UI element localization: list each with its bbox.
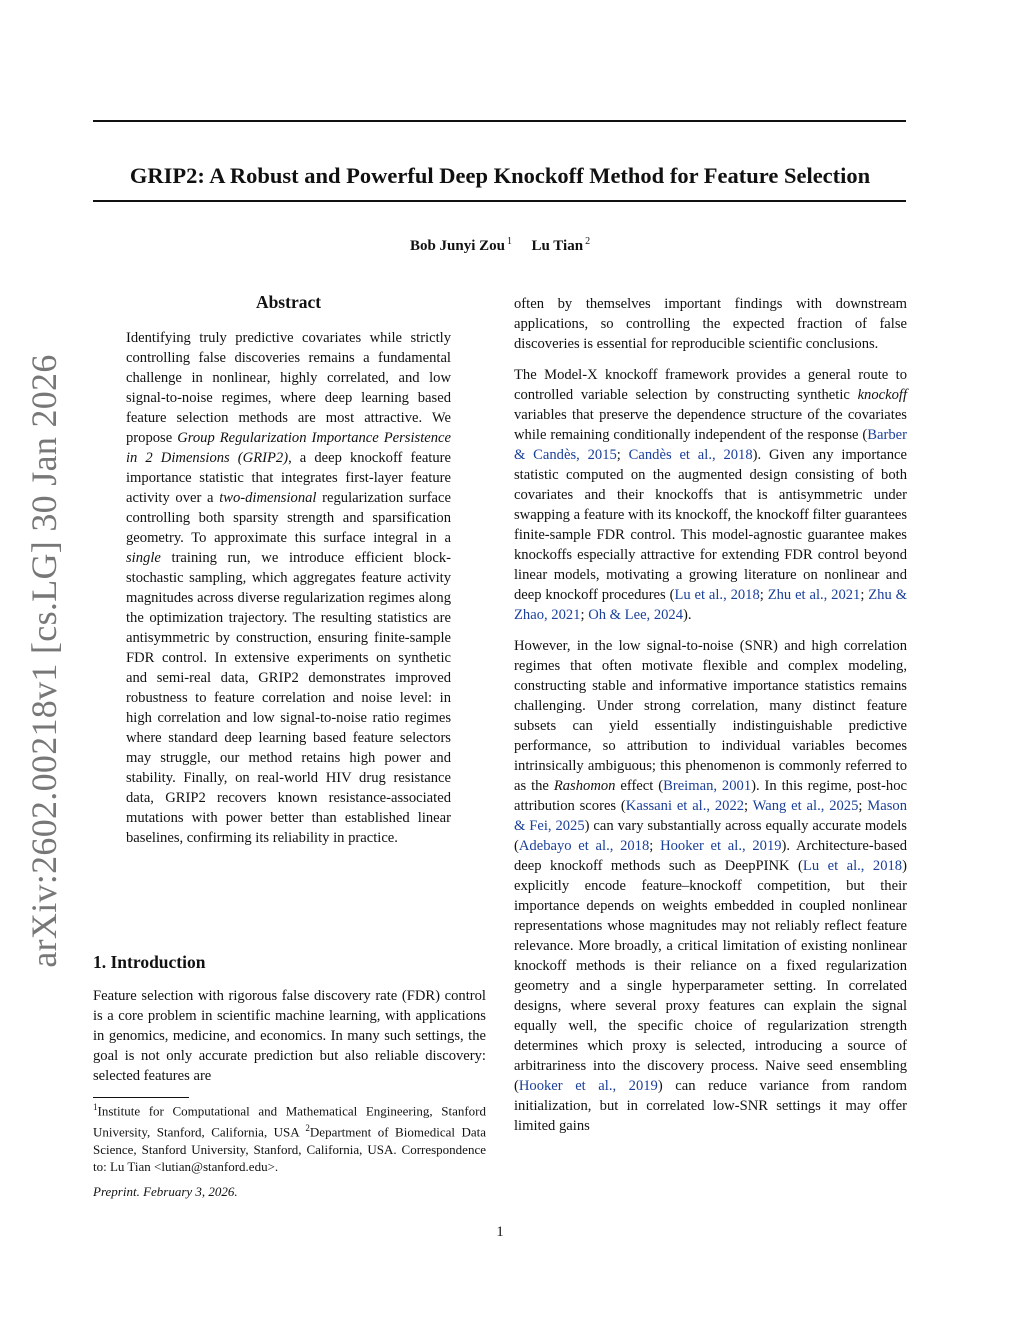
body-paragraph: The Model-X knockoff framework provides a general route to controlled variable selection by constructing synthetic knockoff variables that preserve the dependence structure of the covariates while remaining conditionally independent of the response (Barber & Candès, 2015; Candès et al., 2018). Given any importance statistic computed on the augmented design consisting of both covariates and their knockoffs that is antisymmetric under swapping a feature with its knockoff, the knockoff filter guarantees finite-sample FDR control. This model-agnostic guarantee makes knockoffs especially attractive for extending FDR control beyond linear models, motivating a growing literature on nonlinear and deep knockoff procedures (Lu et al., 2018; Zhu et al., 2021; Zhu & Zhao, 2021; Oh & Lee, 2024).: [514, 367, 907, 623]
citation-link[interactable]: Lu et al., 2018: [674, 587, 760, 603]
footnote-marker: 1: [93, 1102, 98, 1112]
title-rule-bottom: [93, 200, 906, 202]
author-name: Lu Tian: [531, 238, 584, 254]
citation-link[interactable]: Oh & Lee, 2024: [588, 607, 684, 623]
author-list: [0, 236, 1000, 255]
footnote-affiliation-2: Department of Biomedical Data Science, Stanford University, Stanford, California, USA. Correspondence to: Lu Tian <lutian@stanford.edu>.: [93, 1124, 486, 1175]
emphasized-text: Rashomon: [553, 778, 616, 794]
author-name: Bob Junyi Zou: [409, 238, 505, 254]
paper-title: GRIP2: A Robust and Powerful Deep Knockoff Method for Feature Selection: [129, 163, 871, 189]
citation-link[interactable]: Zhu et al., 2021: [767, 587, 861, 603]
footnote-marker: 2: [305, 1122, 310, 1133]
emphasized-text: knockoff: [857, 387, 907, 403]
introduction-paragraph: Feature selection with rigorous false discovery rate (FDR) control is a core problem in scientific machine learning, with applications in genomics, medicine, and economics. In many such settings, the goal is not only accurate prediction but also reliable discovery: selected features are: [93, 988, 486, 1084]
citation-link[interactable]: Mason & Fei, 2025: [514, 798, 908, 834]
body-paragraph: often by themselves important findings with downstream applications, so controlling the expected fraction of false discoveries is essential for reproducible scientific conclusions.: [514, 296, 907, 352]
section-heading-introduction: 1. Introduction: [93, 952, 206, 972]
citation-link[interactable]: Hooker et al., 2019: [660, 838, 782, 854]
citation-link[interactable]: Kassani et al., 2022: [625, 798, 745, 814]
abstract-heading: Abstract: [255, 292, 322, 312]
right-column-text: [514, 294, 907, 1136]
citation-link[interactable]: Breiman, 2001: [663, 778, 752, 794]
citation-link[interactable]: Adebayo et al., 2018: [518, 838, 650, 854]
footnote-affiliation-1: Institute for Computational and Mathematical Engineering, Stanford University, Stanford, California, USA: [93, 1103, 486, 1140]
citation-link[interactable]: Candès et al., 2018: [628, 447, 753, 463]
citation-link[interactable]: Barber & Candès, 2015: [514, 427, 907, 463]
page-number: 1: [496, 1224, 504, 1240]
affiliation-footnote: [93, 1099, 486, 1176]
author-affiliation-marker: 2: [585, 236, 591, 247]
citation-link[interactable]: Wang et al., 2025: [752, 798, 859, 814]
footnote-rule: [93, 1097, 189, 1098]
citation-link[interactable]: Hooker et al., 2019: [518, 1078, 658, 1094]
body-paragraph: However, in the low signal-to-noise (SNR) and high correlation regimes that often motivate flexible and complex modeling, constructing stable and informative importance statistics remains challenging. Under strong correlation, many distinct feature subsets can yield essentially indistinguishable predictive performance, so attribution to individual variables becomes intrinsically ambiguous; this phenomenon is commonly referred to as the Rashomon effect (Breiman, 2001). In this regime, post-hoc attribution scores (Kassani et al., 2022; Wang et al., 2025; Mason & Fei, 2025) can vary substantially across equally accurate models (Adebayo et al., 2018; Hooker et al., 2019). Architecture-based deep knockoff methods such as DeepPINK (Lu et al., 2018) explicitly encode feature–knockoff competition, but their importance depends on weights embedded in coupled nonlinear representations whose magnitudes may not reliably reflect feature relevance. More broadly, a critical limitation of existing nonlinear knockoff methods is their reliance on a fixed regularization geometry and a single hyperparameter setting. In correlated designs, where several proxy features can explain the signal equally well, the specific choice of regularization strength determines which proxy is selected, introducing a source of arbitrariness into the discovery process. Naive seed ensembling (Hooker et al., 2019) can reduce variance from random initialization, but in correlated low-SNR settings it may offer limited gains: [514, 638, 908, 1134]
preprint-note: Preprint. February 3, 2026.: [93, 1184, 238, 1199]
citation-link[interactable]: Lu et al., 2018: [802, 858, 903, 874]
abstract-text: Identifying truly predictive covariates while strictly controlling false discoveries remains a fundamental challenge in nonlinear, highly correlated, and low signal-to-noise regimes, where deep learning based feature selection methods are most attractive. We propose Group Regularization Importance Persistence in 2 Dimensions (GRIP2), a deep knockoff feature importance statistic that integrates first-layer feature activity over a two-dimensional regularization surface controlling both sparsity strength and sparsification geometry. To approximate this surface integral in a single training run, we introduce efficient block-stochastic sampling, which aggregates feature activity magnitudes across diverse regularization regimes along the optimization trajectory. The resulting statistics are antisymmetric by construction, ensuring finite-sample FDR control. In extensive experiments on synthetic and semi-real data, GRIP2 demonstrates improved robustness to feature correlation and noise level: in high correlation and low signal-to-noise ratio regimes where standard deep learning based feature selectors may struggle, our method retains high power and stability. Finally, on real-world HIV drug resistance data, GRIP2 recovers known resistance-associated mutations with power better than established linear baselines, confirming its reliability in practice.: [126, 330, 451, 846]
arxiv-identifier-stamp: arXiv:2602.00218v1 [cs.LG] 30 Jan 2026: [24, 354, 64, 968]
emphasized-text: single: [126, 550, 161, 566]
citation-link[interactable]: Zhu & Zhao, 2021: [514, 587, 907, 623]
title-rule-top: [93, 120, 906, 122]
author-affiliation-marker: 1: [506, 236, 512, 247]
emphasized-text: Group Regularization Importance Persistence in 2 Dimensions (GRIP2): [126, 430, 451, 466]
emphasized-text: two-dimensional: [219, 490, 317, 506]
